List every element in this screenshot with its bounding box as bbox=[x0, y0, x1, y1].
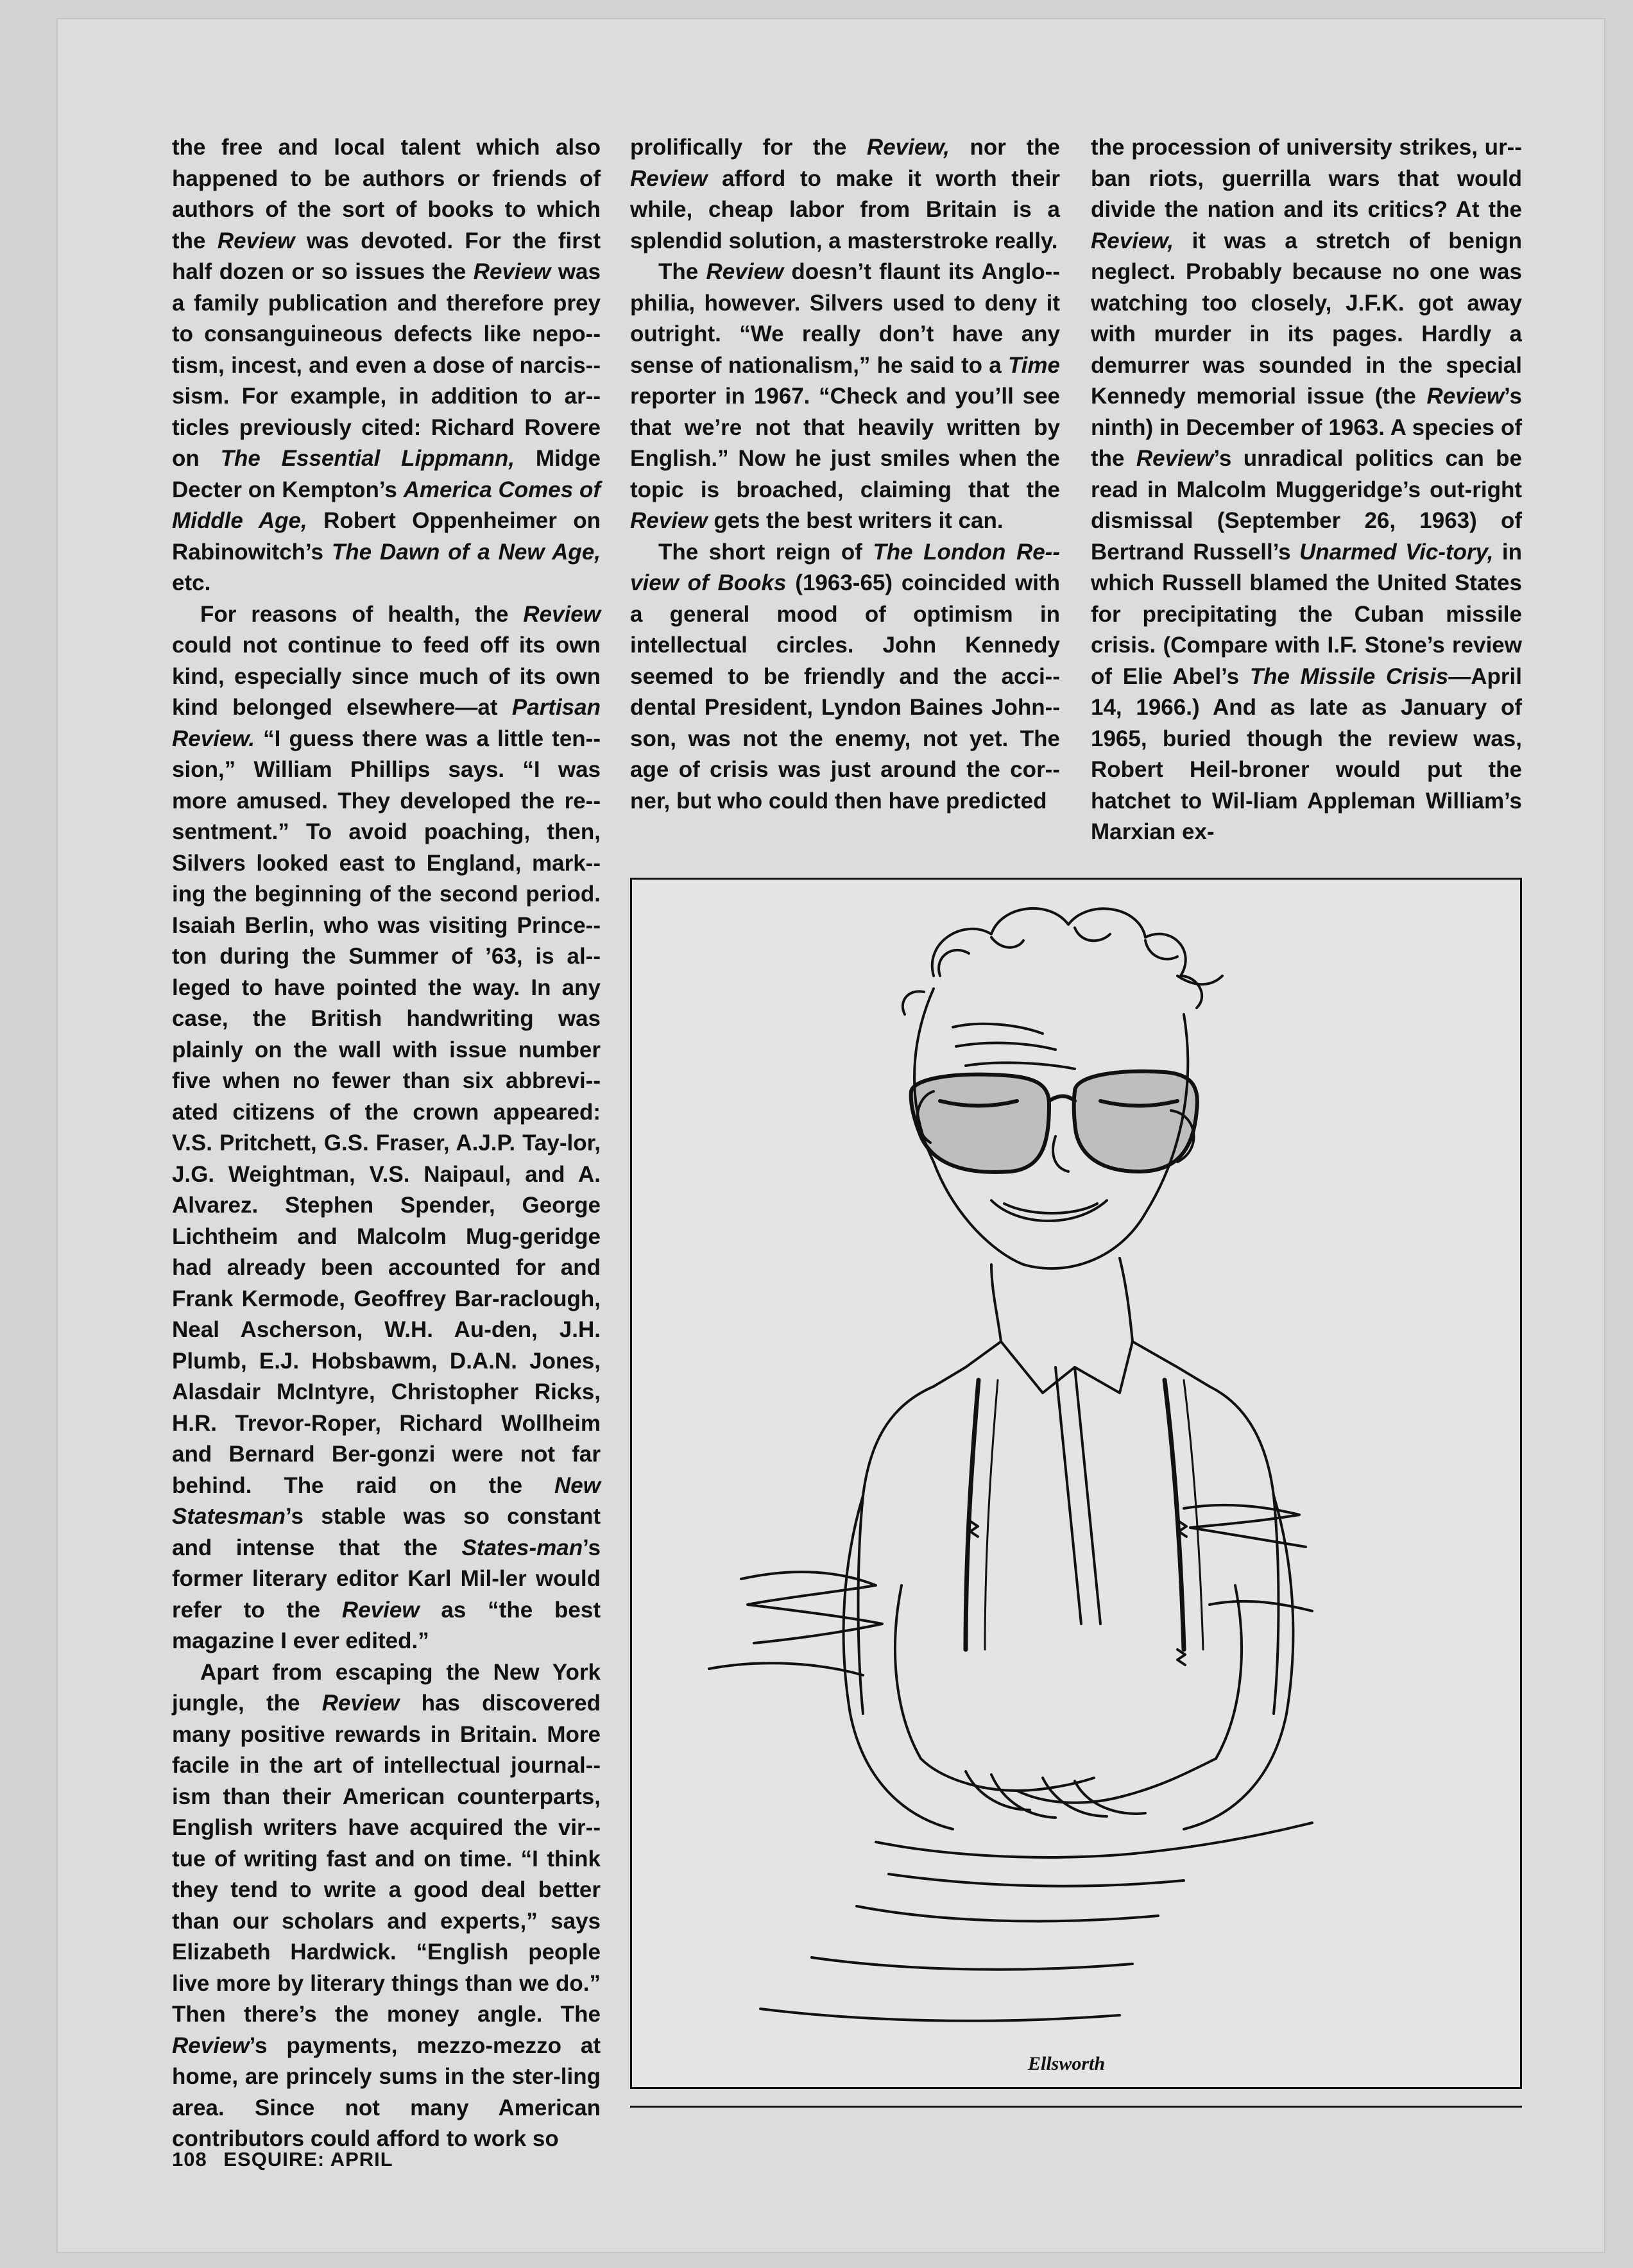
paragraph: For reasons of health, the Review could not continue to feed off its own kind, especially since much of its own kind belonged elsewhere—at Partisan Review. “I guess there was a little ten-sion,” William Phillips says. “I was more amused. They developed the re-sentment.” To avoid poaching, then, Silvers looked east to England, mark-ing the beginning of the second period. Isaiah Berlin, who was visiting Prince-ton during the Summer of ’63, is al-leged to have pointed the way. In any case, the British handwriting was plainly on the wall with issue number five when no fewer than six abbrevi-ated citizens of the crown appeared: V.S. Pritchett, G.S. Fraser, A.J.P. Tay-lor, J.G. Weightman, V.S. Naipaul, and A. Alvarez. Stephen Spender, George Lichtheim and Malcolm Mug-geridge had already been accounted for and Frank Kermode, Geoffrey Bar-raclough, Neal Ascherson, W.H. Au-den, J.H. Plumb, E.J. Hobsbawm, D.A.N. Jones, Alasdair McIntyre, Christopher Ricks, H.R. Trevor-Roper, Richard Wollheim and Bernard Ber-gonzi were not far behind. The raid on the New Statesman’s stable was so constant and intense that the States-man’s former literary editor Karl Mil-ler would refer to the Review as “the best magazine I ever edited.” bbox=[172, 601, 601, 1653]
hair-drawing bbox=[903, 908, 1222, 1014]
shirt-drawing bbox=[709, 1258, 1312, 2021]
bottom-rule bbox=[630, 2106, 1522, 2108]
page-footer bbox=[172, 2148, 393, 2171]
text-column-3 bbox=[1091, 132, 1522, 848]
paragraph: Apart from escaping the New York jungle, the Review has discovered many positive rewards in Britain. More facile in the art of intellectual journal-ism than their American counterparts, English writers have acquired the vir-tue of writing fast and on time. “I think they tend to write a good deal better than our scholars and experts,” says Elizabeth Hardwick. “English people live more by literary things than we do.” Then there’s the money angle. The Review’s payments, mezzo-mezzo at home, are princely sums in the ster-ling area. Since not many American contributors could afford to work so bbox=[172, 1659, 601, 2151]
text-column-2 bbox=[630, 132, 1060, 817]
publication-name: ESQUIRE: APRIL bbox=[223, 2148, 393, 2170]
paragraph: the free and local talent which also happened to be authors or friends of authors of the sort of books to which the Review was devoted. For the first half dozen or so issues the Review was a family publication and therefore prey to consanguineous defects like nepo-tism, incest, and even a dose of narcis-sism. For example, in addition to ar-ticles previously cited: Richard Rovere on The Essential Lippmann, Midge Decter on Kempton’s America Comes of Middle Age, Robert Oppenheimer on Rabinowitch’s The Dawn of a New Age, etc. bbox=[172, 135, 601, 595]
paragraph: The short reign of The London Re-view of Books (1963-65) coincided with a general mood of optimism in intellectual circles. John Kennedy seemed to be friendly and the acci-dental President, Lyndon Baines John-son, was not the enemy, not yet. The age of crisis was just around the cor-ner, but who could then have predicted bbox=[630, 539, 1060, 814]
illustration-caption: Ellsworth bbox=[1028, 2053, 1106, 2074]
paragraph: prolifically for the Review, nor the Review afford to make it worth their while, cheap labor from Britain is a splendid solution, a masterstroke really. bbox=[630, 135, 1060, 253]
paragraph: the procession of university strikes, ur-ban riots, guerrilla wars that would divide the nation and its critics? At the Review, it was a stretch of benign neglect. Probably because no one was watching too closely, J.F.K. got away with murder in its pages. Hardly a demurrer was sounded in the special Kennedy memorial issue (the Review’s ninth) in December of 1963. A species of the Review’s unradical politics can be read in Malcolm Muggeridge’s out-right dismissal (September 26, 1963) of Bertrand Russell’s Unarmed Vic-tory, in which Russell blamed the United States for precipitating the Cuban missile crisis. (Compare with I.F. Stone’s review of Elie Abel’s The Missile Crisis—April 14, 1966.) And as late as January of 1965, buried though the review was, Robert Heil-broner would put the hatchet to Wil-liam Appleman William’s Marxian ex- bbox=[1091, 135, 1522, 844]
caricature-illustration bbox=[630, 878, 1522, 2089]
paragraph: The Review doesn’t flaunt its Anglo-philia, however. Silvers used to deny it outright. “We really don’t have any sense of nationalism,” he said to a Time reporter in 1967. “Check and you’ll see that we’re not that heavily written by English.” Now he just smiles when the topic is broached, claiming that the Review gets the best writers it can. bbox=[630, 259, 1060, 533]
page-number: 108 bbox=[172, 2148, 207, 2170]
text-column-1 bbox=[172, 132, 601, 2155]
